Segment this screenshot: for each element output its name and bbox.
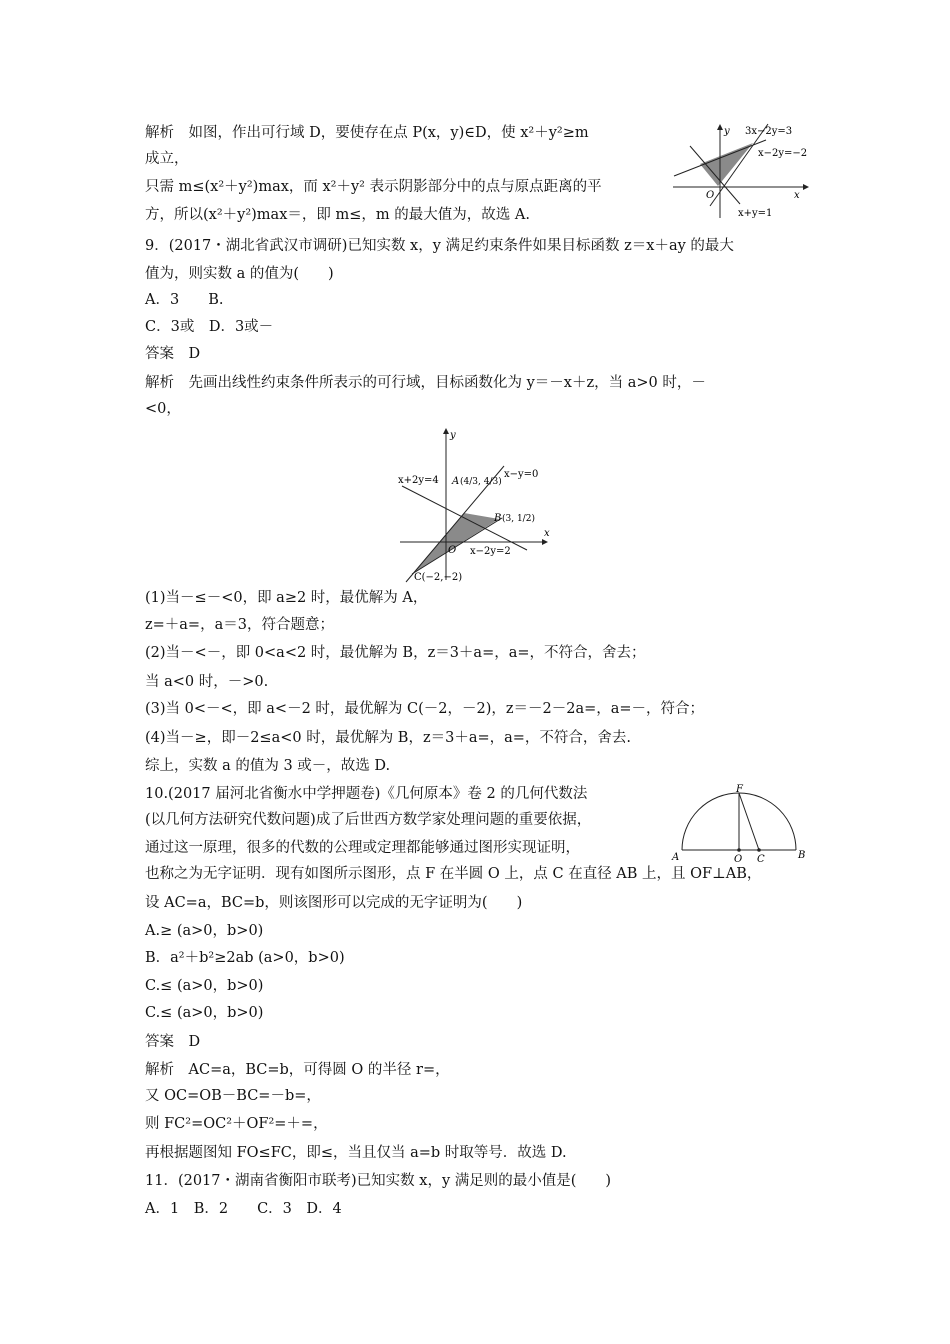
fig3-label-f: F — [736, 784, 743, 795]
fig2-label-point-c: C(−2,−2) — [414, 572, 463, 583]
fig2-label-y: y — [450, 430, 456, 441]
text-line-22: 也称之为无字证明．现有如图所示图形，点 F 在半圆 O 上，点 C 在直径 AB 上，且 OF⊥AB， — [145, 866, 762, 882]
fig3-label-o: O — [734, 854, 743, 864]
y-axis-arrow-1 — [717, 124, 723, 130]
fig2-label-line-x+2y: x+2y=4 — [398, 475, 439, 486]
text-line-21: 通过这一原理，很多的代数的公理或定理都能够通过图形实现证明， — [145, 840, 580, 856]
x-axis-arrow-2 — [542, 539, 548, 545]
text-line-16: (3)当 0<－<，即 a<－2 时，最优解为 C(－2，－2)，z＝－2－2a=，a=－，符合； — [145, 701, 705, 717]
text-line-31: 则 FC²=OC²＋OF²=＋=， — [145, 1116, 328, 1132]
text-line-1: 解析 如图，作出可行域 D，要使存在点 P(x，y)∈D，使 x²＋y²≥m — [145, 125, 589, 141]
text-line-32: 再根据题图知 FO≤FC，即≤，当且仅当 a=b 时取等号．故选 D. — [145, 1145, 567, 1161]
text-line-25: B．a²＋b²≥2ab (a>0，b>0) — [145, 950, 345, 966]
figure-feasible-region-1 — [668, 118, 813, 223]
fig1-label-line1: 3x−2y=3 — [745, 126, 793, 137]
point-o — [737, 848, 741, 852]
fig3-label-b: B — [798, 850, 806, 861]
text-line-15: 当 a<0 时，－>0. — [145, 674, 269, 690]
text-line-34: A．1 B．2 C．3 D．4 — [145, 1201, 342, 1217]
fig2-label-line-x-2y: x−2y=2 — [470, 546, 511, 557]
y-axis-arrow-2 — [443, 428, 449, 434]
fig3-label-a: A — [672, 852, 680, 863]
text-line-7: A．3 B. — [145, 292, 224, 308]
fig1-label-line3: x+y=1 — [738, 208, 773, 219]
text-line-26: C.≤ (a>0，b>0) — [145, 978, 264, 994]
fig3-label-c: C — [757, 854, 765, 864]
figure-feasible-region-2 — [392, 422, 562, 584]
fig2-label-line-x-y: x−y=0 — [504, 469, 539, 480]
text-line-13: z=＋a=，a＝3，符合题意； — [145, 617, 334, 633]
text-line-14: (2)当－<－，即 0<a<2 时，最优解为 B，z＝3＋a=，a=，不符合，舍去； — [145, 645, 646, 661]
text-line-24: A.≥ (a>0，b>0) — [145, 923, 264, 939]
x-axis-arrow-1 — [803, 184, 809, 190]
point-c — [757, 848, 761, 852]
text-line-17: (4)当－≥，即－2≤a<0 时，最优解为 B，z＝3＋a=，a=，不符合，舍去. — [145, 730, 632, 746]
text-line-30: 又 OC=OB－BC=－b=， — [145, 1088, 321, 1104]
fig1-label-x: x — [794, 190, 800, 201]
fig2-label-point-a-coords: (4/3, 4/3) — [460, 477, 502, 487]
text-line-3: 只需 m≤(x²＋y²)max，而 x²＋y² 表示阴影部分中的点与原点距离的平 — [145, 179, 602, 195]
text-line-8: C．3或 D．3或－ — [145, 319, 274, 335]
shaded-region-1 — [700, 143, 753, 186]
fig1-label-origin: O — [706, 190, 715, 201]
text-line-2: 成立， — [145, 151, 189, 167]
fig2-label-origin: O — [448, 545, 457, 556]
text-line-27: C.≤ (a>0，b>0) — [145, 1005, 264, 1021]
segment-fc — [739, 793, 759, 850]
text-line-11: <0， — [145, 401, 181, 417]
text-line-5: 9．(2017・湖北省武汉市调研)已知实数 x，y 满足约束条件如果目标函数 z＝x＋ay 的最大 — [145, 238, 734, 254]
text-line-23: 设 AC=a，BC=b，则该图形可以完成的无字证明为( ) — [145, 895, 523, 911]
text-line-18: 综上，实数 a 的值为 3 或－，故选 D. — [145, 758, 391, 774]
fig2-label-point-b: B — [494, 513, 502, 524]
fig2-label-point-a: A — [452, 476, 460, 487]
fig1-label-y: y — [724, 126, 730, 137]
text-line-4: 方，所以(x²＋y²)max＝，即 m≤，m 的最大值为，故选 A. — [145, 207, 530, 223]
text-line-20: (以几何方法研究代数问题)成了后世西方数学家处理问题的重要依据， — [145, 812, 592, 828]
text-line-28: 答案 D — [145, 1034, 201, 1050]
text-line-12: (1)当－≤－<0，即 a≥2 时，最优解为 A， — [145, 590, 428, 606]
text-line-6: 值为，则实数 a 的值为( ) — [145, 266, 334, 282]
fig2-label-x: x — [544, 528, 550, 539]
text-line-19: 10.(2017 届河北省衡水中学押题卷)《几何原本》卷 2 的几何代数法 — [145, 786, 588, 802]
text-line-33: 11．(2017・湖南省衡阳市联考)已知实数 x，y 满足则的最小值是( ) — [145, 1173, 612, 1189]
text-line-9: 答案 D — [145, 346, 201, 362]
text-line-10: 解析 先画出线性约束条件所表示的可行域，目标函数化为 y＝－x＋z，当 a>0 时，－ — [145, 375, 706, 391]
text-line-29: 解析 AC=a，BC=b，可得圆 O 的半径 r=， — [145, 1062, 450, 1078]
figure-semicircle — [670, 782, 810, 864]
fig2-label-point-b-coords: (3, 1/2) — [502, 514, 535, 524]
fig1-label-line2: x−2y=−2 — [758, 148, 808, 159]
